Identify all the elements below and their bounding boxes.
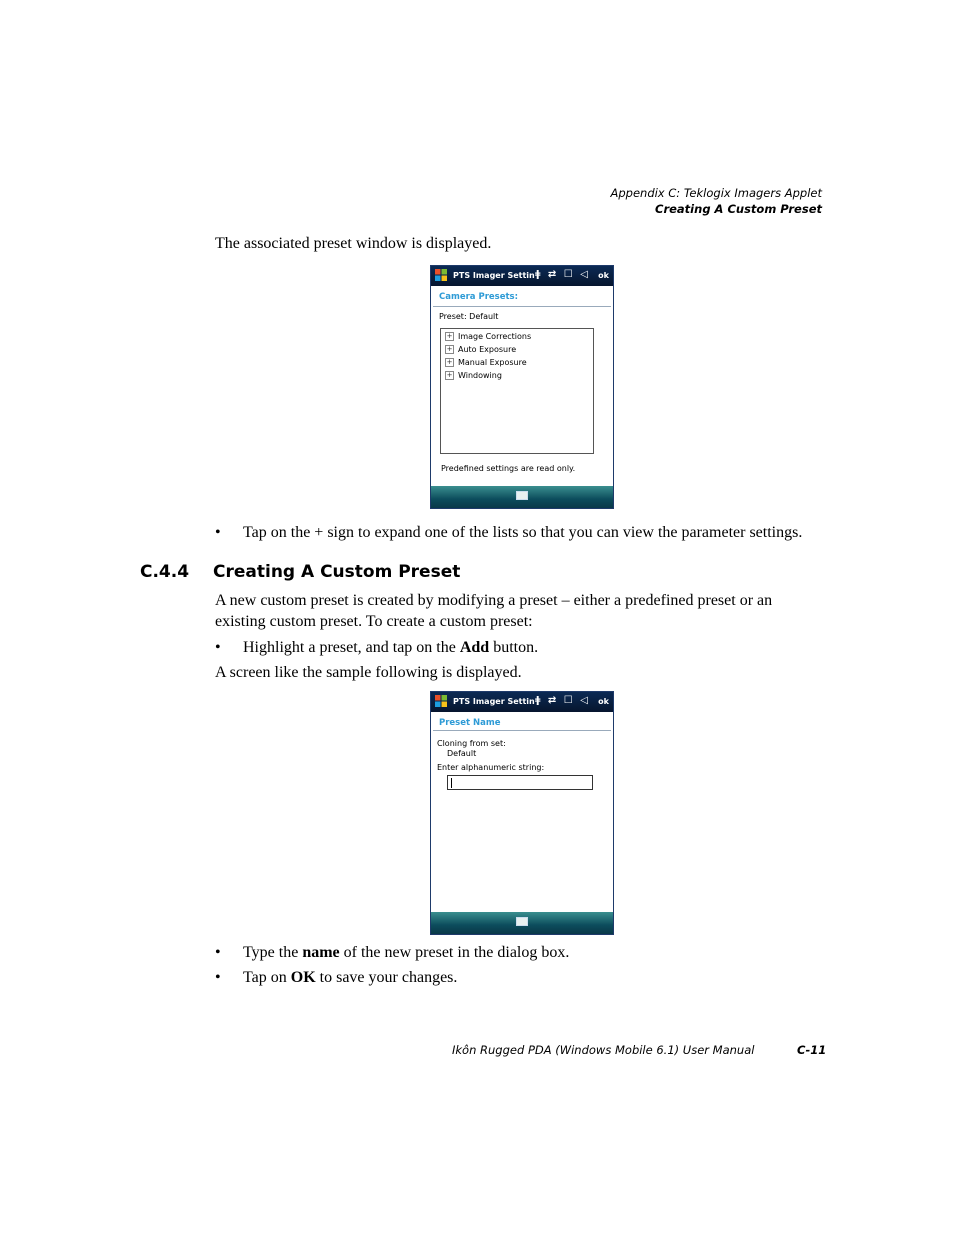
cloning-label: Cloning from set: [437,739,506,748]
running-header-section: Creating A Custom Preset [655,202,822,216]
status-icons: ǂ ⇄ ☐ ◁ [535,269,590,280]
status-icons: ǂ ⇄ ☐ ◁ [535,695,590,706]
bullet-glyph: • [215,524,221,541]
tree-item-windowing[interactable]: + Windowing [446,371,502,380]
bullet-glyph: • [215,639,221,656]
windows-start-icon [435,269,447,281]
cloning-value: Default [447,749,477,758]
custom-preset-paragraph: A new custom preset is created by modifying a preset – either a predefined preset or an existing custom preset. To create a custom preset: [215,592,773,630]
tree-item-image-corrections[interactable]: + Image Corrections [446,332,532,341]
enter-string-label: Enter alphanumeric string: [437,763,545,772]
expand-plus-icon[interactable]: + [446,345,453,353]
keyboard-icon[interactable] [516,917,528,926]
camera-presets-heading: Camera Presets: [439,292,519,302]
divider [433,730,611,731]
settings-tree[interactable] [440,328,594,454]
title-bar [431,692,613,712]
bullet-text: Tap on the + sign to expand one of the lists so that you can view the parameter settings. [243,524,803,541]
app-title: PTS Imager Settin [453,271,535,280]
name-term: name [302,944,340,961]
expand-plus-icon[interactable]: + [446,358,453,366]
windows-start-icon [435,695,447,707]
device-screenshot-preset-name [430,691,614,935]
footer-manual-title: Ikôn Rugged PDA (Windows Mobile 6.1) User Manual [452,1043,755,1057]
divider [433,306,611,307]
bullet-glyph: • [215,944,221,961]
running-header-chapter: Appendix C: Teklogix Imagers Applet [610,186,822,200]
section-title: Creating A Custom Preset [213,562,461,582]
read-only-note: Predefined settings are read only. [441,464,576,473]
app-title: PTS Imager Settin [453,697,535,706]
text-caret [451,778,452,788]
ok-button[interactable]: ok [598,697,609,706]
sample-screen-paragraph: A screen like the sample following is displayed. [215,664,522,681]
soft-key-bar [431,486,613,508]
section-number: C.4.4 [140,562,190,582]
preset-name-heading: Preset Name [439,718,501,728]
ok-button[interactable]: ok [598,271,609,280]
bullet-glyph: • [215,969,221,986]
tree-item-manual-exposure[interactable]: + Manual Exposure [446,358,527,367]
preset-label: Preset: Default [439,312,499,321]
ok-term: OK [290,969,316,986]
device-screenshot-camera-presets [430,265,614,509]
soft-key-bar [431,912,613,934]
intro-paragraph: The associated preset window is displayed. [215,235,492,252]
footer-page-number: C-11 [797,1043,827,1057]
add-term: Add [459,639,490,656]
title-bar [431,266,613,286]
expand-plus-icon[interactable]: + [446,371,453,379]
expand-plus-icon[interactable]: + [446,332,453,340]
tree-item-auto-exposure[interactable]: + Auto Exposure [446,345,517,354]
preset-name-input[interactable] [447,775,593,790]
keyboard-icon[interactable] [516,491,528,500]
